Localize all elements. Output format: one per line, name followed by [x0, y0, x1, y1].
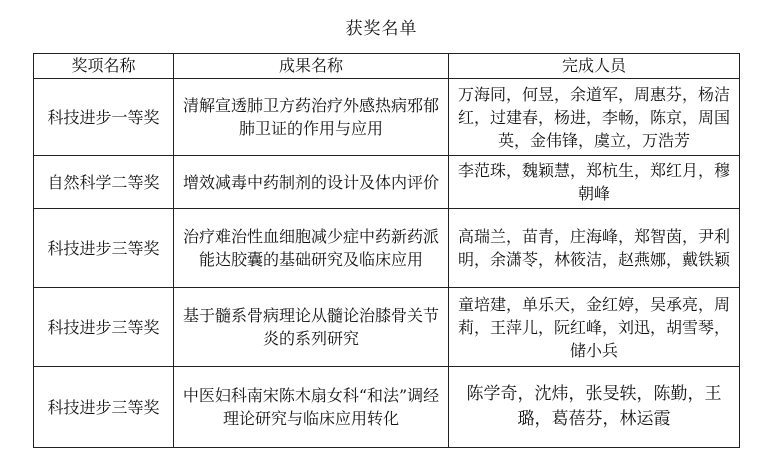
- members-text: 童培建，单乐天，金红婷，吴承亮，周莉，王萍儿，阮红峰，刘迅，胡雪琴，储小兵: [457, 294, 730, 360]
- table-row: [34, 288, 740, 367]
- members-cell: [449, 79, 740, 156]
- award-type-cell: 科技进步三等奖: [34, 288, 174, 367]
- table-row: [34, 79, 740, 156]
- members-text: 高瑞兰，苗青，庄海峰，郑智茵，尹利明，余潇苓，林筱洁，赵燕娜，戴铁颖: [457, 227, 730, 269]
- members-cell: [449, 367, 740, 448]
- page-title: 获奖名单: [345, 19, 418, 39]
- header-result-name: 成果名称: [174, 54, 449, 79]
- result-name-cell: 增效减毒中药制剂的设计及体内评价: [174, 156, 449, 209]
- members-text: 陈学奇，沈炜，张旻轶，陈勤，王璐，葛蓓芬，林运霞: [466, 384, 722, 429]
- award-type-cell: 科技进步三等奖: [34, 209, 174, 288]
- table-header-row: [34, 54, 740, 79]
- members-cell: [449, 209, 740, 288]
- table-row: [34, 156, 740, 209]
- table-row: [34, 367, 740, 448]
- result-name-cell: 基于髓系骨病理论从髓论治膝骨关节炎的系列研究: [174, 288, 449, 367]
- result-name-cell: 中医妇科南宋陈木扇女科“和法”调经理论研究与临床应用转化: [174, 367, 449, 448]
- awards-table: [33, 53, 740, 448]
- members-text: 万海同，何昱，余道军，周惠芬，杨洁红，过建春，杨进，李畅，陈京，周国英，金伟锋，虞立，万浩芳: [457, 84, 730, 150]
- members-cell: [449, 288, 740, 367]
- award-type-cell: 自然科学二等奖: [34, 156, 174, 209]
- result-name-cell: 治疗难治性血细胞减少症中药新药派能达胶囊的基础研究及临床应用: [174, 209, 449, 288]
- table-row: [34, 209, 740, 288]
- members-text: 李范珠，魏颖慧，郑杭生，郑红月，穆朝峰: [457, 161, 730, 203]
- header-members: 完成人员: [449, 54, 740, 79]
- award-type-cell: 科技进步一等奖: [34, 79, 174, 156]
- members-cell: [449, 156, 740, 209]
- result-name-cell: 清解宣透肺卫方药治疗外感热病邪郁肺卫证的作用与应用: [174, 79, 449, 156]
- header-award-type: 奖项名称: [34, 54, 174, 79]
- award-type-cell: 科技进步三等奖: [34, 367, 174, 448]
